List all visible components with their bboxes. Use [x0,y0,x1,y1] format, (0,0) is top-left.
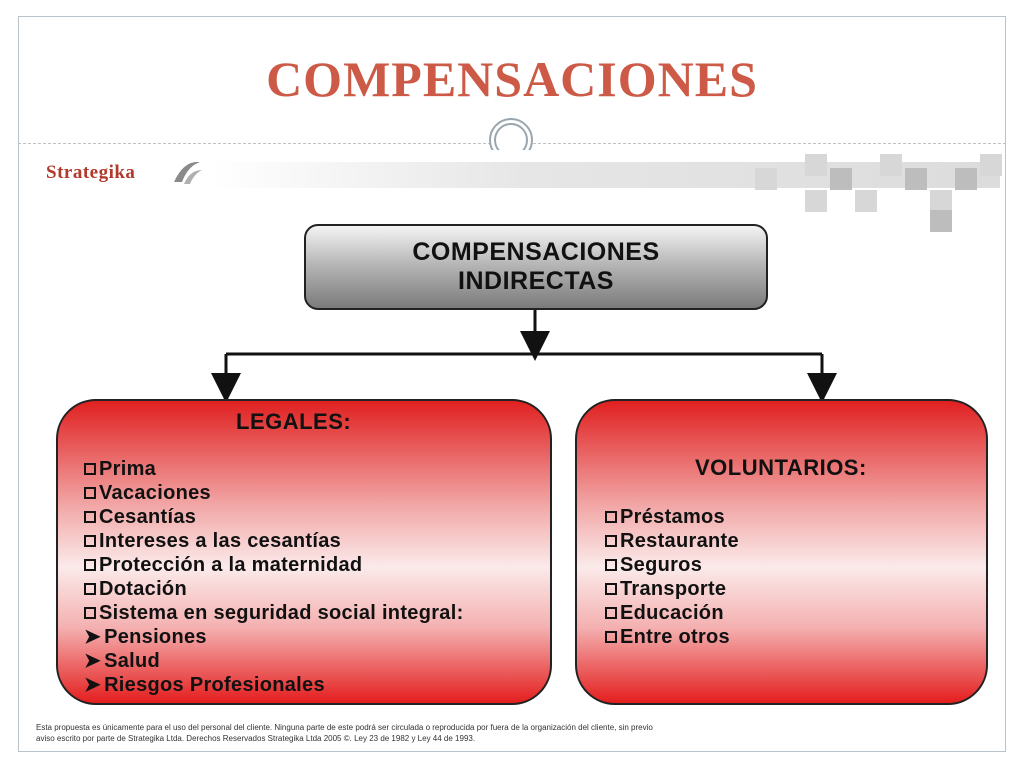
list-item-label: Educación [620,602,724,624]
list-item [84,505,464,529]
list-item-label: Salud [104,650,161,672]
list-item [605,601,739,625]
footer-line1: Esta propuesta es únicamente para el uso del personal del cliente. Ninguna parte de este podrá ser circulada o reproducida por fuera de la organización del cliente, sin previo [36,723,653,732]
square-bullet-icon [84,607,96,619]
voluntarios-list [605,505,739,649]
footer-line2: aviso escrito por parte de Strategika Ltda. Derechos Reservados Strategika Ltda 2005 ©. Ley 23 de 1982 y Ley 44 de 1993. [36,734,476,743]
square-bullet-icon [84,535,96,547]
list-item-label: Vacaciones [99,482,211,504]
legal-footer [36,722,996,744]
top-box-line1: COMPENSACIONES [412,238,660,266]
list-item [84,481,464,505]
list-item [605,577,739,601]
voluntarios-box [575,399,988,705]
list-item-label: Dotación [99,578,187,600]
list-item-label: Entre otros [620,626,730,648]
legales-box [56,399,552,705]
arrow-bullet-icon: ➤ [84,674,102,696]
square-bullet-icon [84,559,96,571]
square-bullet-icon [605,607,617,619]
list-item [84,529,464,553]
square-bullet-icon [84,463,96,475]
list-item-label: Protección a la maternidad [99,554,363,576]
list-item-label: Intereses a las cesantías [99,530,342,552]
list-item [605,625,739,649]
voluntarios-heading: VOLUNTARIOS: [695,455,867,480]
square-bullet-icon [605,559,617,571]
list-item [84,601,464,625]
list-item-label: Cesantías [99,506,197,528]
square-bullet-icon [605,583,617,595]
list-item-label: Riesgos Profesionales [104,674,325,696]
strategika-logo: Strategika [46,162,136,183]
list-item [84,673,464,697]
square-bullet-icon [84,583,96,595]
list-item-label: Prima [99,458,157,480]
list-item [605,553,739,577]
list-item [605,505,739,529]
legales-heading: LEGALES: [236,409,352,434]
square-bullet-icon [84,511,96,523]
compensaciones-indirectas-box [304,224,768,310]
list-item-label: Transporte [620,578,727,600]
list-item [84,649,464,673]
list-item-label: Pensiones [104,626,207,648]
list-item-label: Restaurante [620,530,739,552]
arrow-bullet-icon: ➤ [84,650,102,672]
list-item [84,553,464,577]
square-bullet-icon [605,511,617,523]
list-item-label: Seguros [620,554,703,576]
square-bullet-icon [84,487,96,499]
square-bullet-icon [605,535,617,547]
list-item-label: Sistema en seguridad social integral: [99,602,464,624]
top-box-line2: INDIRECTAS [458,267,614,295]
list-item-label: Préstamos [620,506,725,528]
list-item [605,529,739,553]
list-item [84,457,464,481]
list-item [84,625,464,649]
list-item [84,577,464,601]
slide-title: COMPENSACIONES [266,51,758,107]
arrow-bullet-icon: ➤ [84,626,102,648]
slide-content [20,150,1004,750]
legales-list [84,457,464,697]
square-bullet-icon [605,631,617,643]
